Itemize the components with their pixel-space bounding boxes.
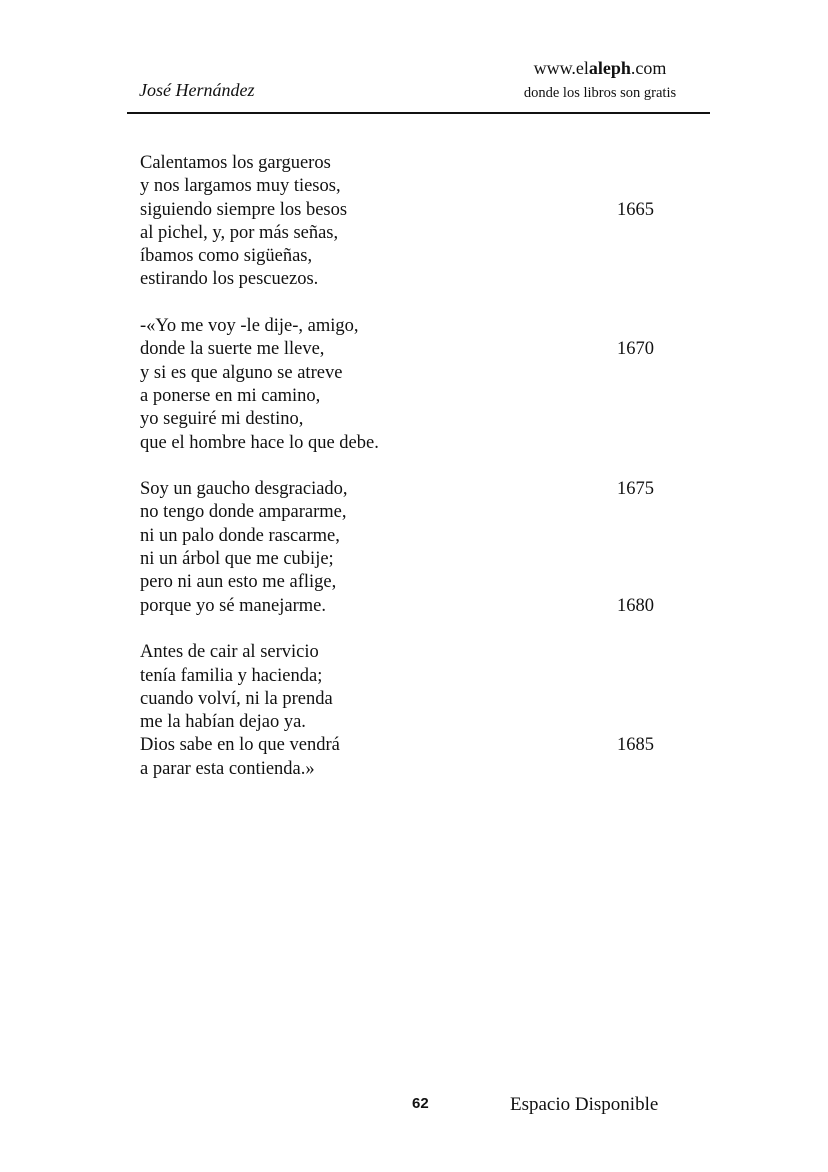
verse-text: cuando volví, ni la prenda	[140, 688, 333, 709]
header-divider	[127, 112, 710, 114]
header-tagline: donde los libros son gratis	[523, 85, 677, 101]
verse-text: me la habían dejao ya.	[140, 712, 306, 733]
verse-text: que el hombre hace lo que debe.	[140, 432, 379, 453]
verse-line	[140, 245, 670, 268]
verse-text: donde la suerte me lleve,	[140, 339, 325, 360]
verse-text: no tengo donde ampararme,	[140, 502, 347, 523]
footer-text: Espacio Disponible	[510, 1094, 659, 1115]
verse-line	[140, 711, 670, 734]
verse-line	[140, 408, 670, 431]
verse-line	[140, 199, 670, 222]
verse-text: y nos largamos muy tiesos,	[140, 176, 341, 197]
stanza	[140, 478, 670, 618]
verse-text: Dios sabe en lo que vendrá	[140, 735, 340, 756]
verse-line	[140, 385, 670, 408]
verse-text: Calentamos los gargueros	[140, 153, 331, 173]
verse-line	[140, 268, 670, 291]
verse-line	[140, 501, 670, 524]
verse-text: a parar esta contienda.»	[140, 758, 315, 779]
header-author: José Hernández	[139, 80, 255, 100]
verse-line	[140, 362, 670, 385]
verse-text: al pichel, y, por más señas,	[140, 222, 339, 243]
verse-line	[140, 734, 670, 757]
verse-line	[140, 222, 670, 245]
verse-text: siguiendo siempre los besos	[140, 199, 348, 220]
verse-text: a ponerse en mi camino,	[140, 385, 321, 406]
site-bold: aleph	[588, 58, 631, 78]
verse-line	[140, 432, 670, 455]
verse-number: 1680	[617, 595, 654, 616]
verse-text: ni un palo donde rascarme,	[140, 525, 340, 546]
verse-number: 1670	[617, 339, 654, 360]
verse-line	[140, 175, 670, 198]
verse-text: Soy un gaucho desgraciado,	[140, 479, 348, 500]
verse-text: estirando los pescuezos.	[140, 269, 319, 290]
stanza	[140, 641, 670, 781]
verse-text: Antes de cair al servicio	[140, 642, 319, 663]
verse-line	[140, 152, 670, 175]
verse-line	[140, 571, 670, 594]
verse-line	[140, 595, 670, 618]
verse-line	[140, 665, 670, 688]
verse-number: 1665	[617, 199, 654, 220]
verse-text: pero ni aun esto me aflige,	[140, 572, 337, 593]
verse-text: íbamos como sigüeñas,	[140, 246, 313, 267]
site-link[interactable]	[505, 58, 695, 79]
verse-number: 1675	[617, 479, 654, 500]
verse-line	[140, 758, 670, 781]
verse-text: y si es que alguno se atreve	[140, 362, 343, 383]
verse-text: -«Yo me voy -le dije-, amigo,	[140, 316, 359, 337]
poem-body	[140, 152, 670, 804]
verse-line	[140, 525, 670, 548]
verse-line	[140, 688, 670, 711]
stanza	[140, 152, 670, 292]
verse-line	[140, 315, 670, 338]
site-prefix: www.el	[533, 58, 589, 78]
verse-text: tenía familia y hacienda;	[140, 665, 323, 686]
verse-text: porque yo sé manejarme.	[140, 595, 326, 616]
verse-line	[140, 641, 670, 664]
verse-text: ni un árbol que me cubije;	[140, 549, 334, 570]
verse-line	[140, 478, 670, 501]
verse-number: 1685	[617, 735, 654, 756]
stanza	[140, 315, 670, 455]
page-number: 62	[412, 1095, 429, 1112]
verse-line	[140, 548, 670, 571]
site-suffix: .com	[630, 58, 667, 78]
verse-line	[140, 338, 670, 361]
verse-text: yo seguiré mi destino,	[140, 409, 304, 430]
